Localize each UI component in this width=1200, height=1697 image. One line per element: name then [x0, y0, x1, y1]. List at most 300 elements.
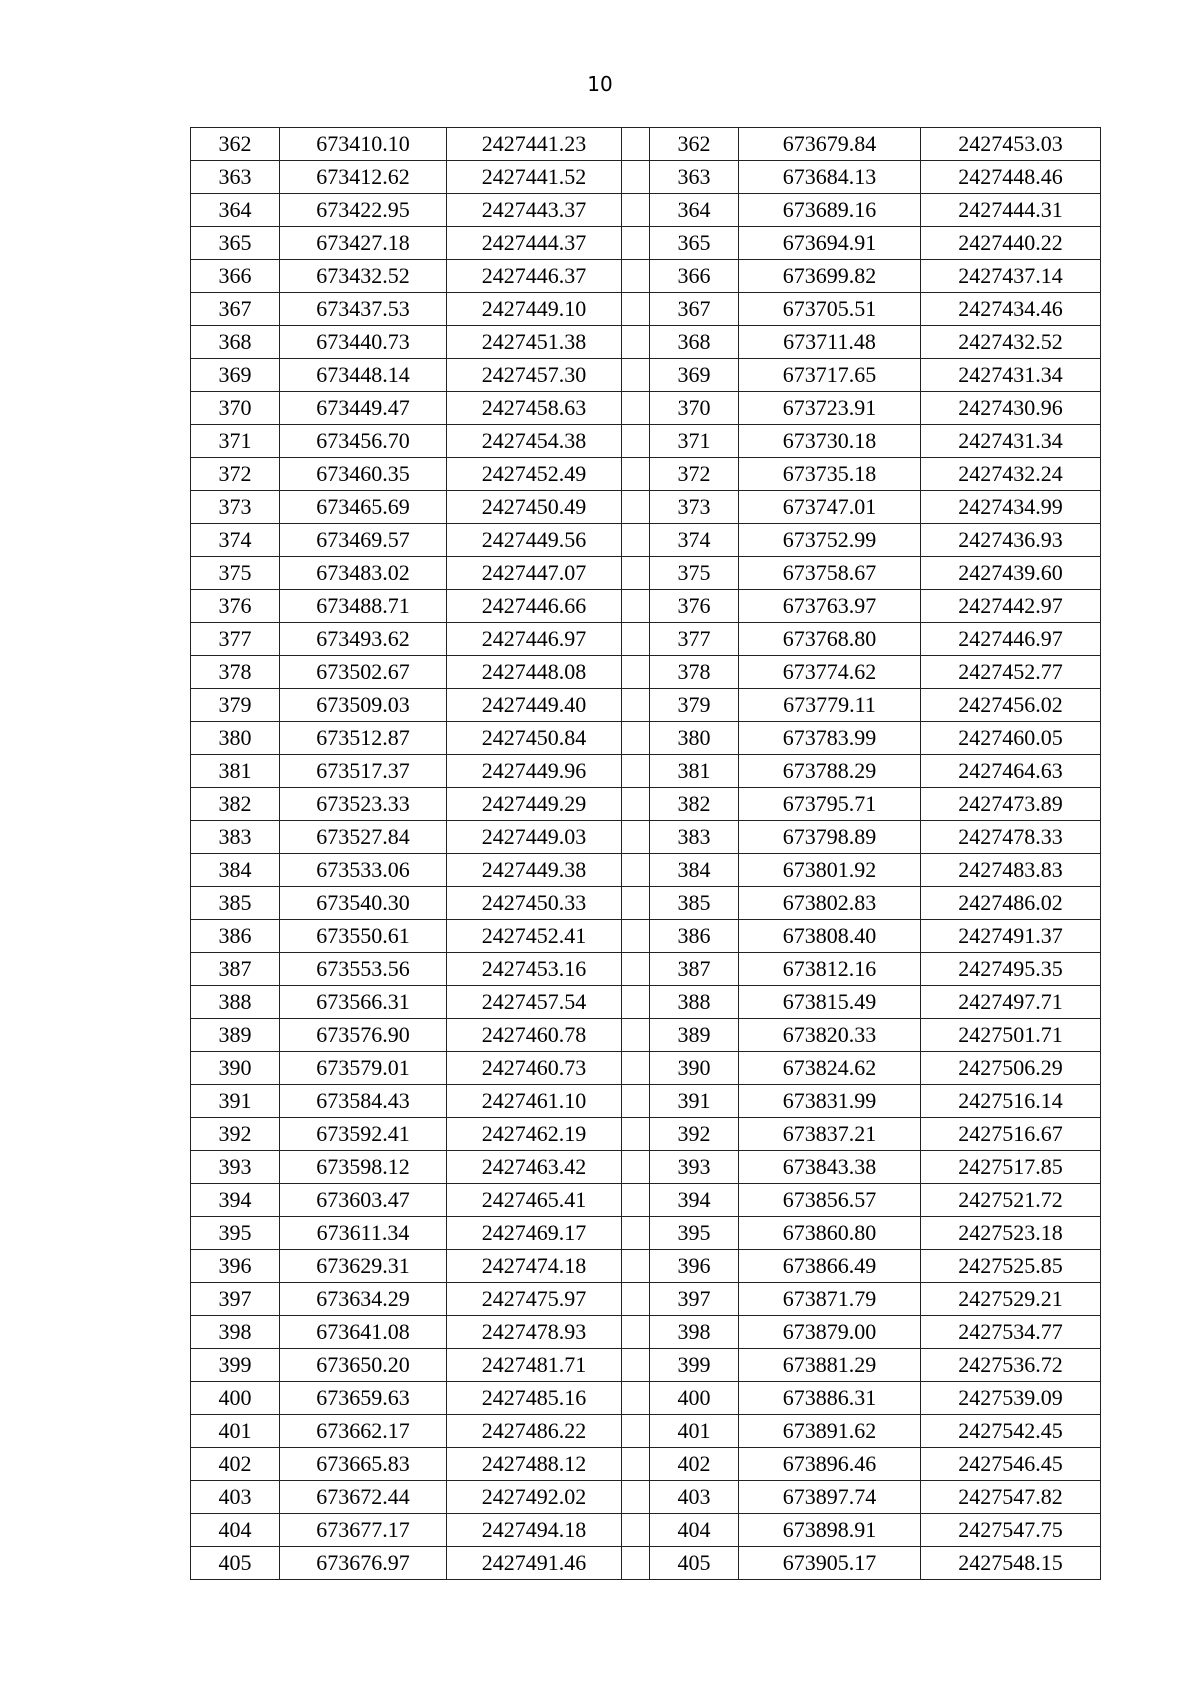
spacer-cell [622, 1019, 650, 1052]
table-row [191, 425, 1101, 458]
spacer-cell [622, 1085, 650, 1118]
left-x-coordinate: 673440.73 [280, 326, 447, 359]
left-y-coordinate: 2427449.29 [447, 788, 622, 821]
right-y-coordinate: 2427491.37 [921, 920, 1101, 953]
spacer-cell [622, 1151, 650, 1184]
spacer-cell [622, 590, 650, 623]
spacer-cell [622, 326, 650, 359]
right-point-number: 393 [650, 1151, 739, 1184]
right-y-coordinate: 2427534.77 [921, 1316, 1101, 1349]
left-x-coordinate: 673629.31 [280, 1250, 447, 1283]
right-x-coordinate: 673788.29 [739, 755, 921, 788]
right-y-coordinate: 2427525.85 [921, 1250, 1101, 1283]
table-row [191, 227, 1101, 260]
left-point-number: 397 [191, 1283, 280, 1316]
spacer-cell [622, 161, 650, 194]
right-y-coordinate: 2427516.14 [921, 1085, 1101, 1118]
right-y-coordinate: 2427516.67 [921, 1118, 1101, 1151]
left-x-coordinate: 673422.95 [280, 194, 447, 227]
left-point-number: 365 [191, 227, 280, 260]
table-row [191, 1052, 1101, 1085]
right-y-coordinate: 2427442.97 [921, 590, 1101, 623]
right-x-coordinate: 673831.99 [739, 1085, 921, 1118]
left-y-coordinate: 2427469.17 [447, 1217, 622, 1250]
right-y-coordinate: 2427446.97 [921, 623, 1101, 656]
right-point-number: 387 [650, 953, 739, 986]
spacer-cell [622, 524, 650, 557]
left-point-number: 387 [191, 953, 280, 986]
right-x-coordinate: 673763.97 [739, 590, 921, 623]
right-point-number: 397 [650, 1283, 739, 1316]
right-y-coordinate: 2427497.71 [921, 986, 1101, 1019]
left-x-coordinate: 673650.20 [280, 1349, 447, 1382]
table-row [191, 1415, 1101, 1448]
table-row [191, 722, 1101, 755]
left-x-coordinate: 673523.33 [280, 788, 447, 821]
right-y-coordinate: 2427456.02 [921, 689, 1101, 722]
right-x-coordinate: 673779.11 [739, 689, 921, 722]
right-x-coordinate: 673801.92 [739, 854, 921, 887]
table-row [191, 1085, 1101, 1118]
left-x-coordinate: 673550.61 [280, 920, 447, 953]
left-y-coordinate: 2427461.10 [447, 1085, 622, 1118]
right-point-number: 392 [650, 1118, 739, 1151]
spacer-cell [622, 986, 650, 1019]
spacer-cell [622, 392, 650, 425]
right-x-coordinate: 673747.01 [739, 491, 921, 524]
left-y-coordinate: 2427460.73 [447, 1052, 622, 1085]
left-point-number: 402 [191, 1448, 280, 1481]
left-x-coordinate: 673517.37 [280, 755, 447, 788]
right-y-coordinate: 2427431.34 [921, 359, 1101, 392]
table-row [191, 1217, 1101, 1250]
left-y-coordinate: 2427465.41 [447, 1184, 622, 1217]
right-point-number: 377 [650, 623, 739, 656]
right-x-coordinate: 673684.13 [739, 161, 921, 194]
table-row [191, 1349, 1101, 1382]
left-y-coordinate: 2427452.49 [447, 458, 622, 491]
right-point-number: 368 [650, 326, 739, 359]
right-y-coordinate: 2427430.96 [921, 392, 1101, 425]
right-point-number: 396 [650, 1250, 739, 1283]
left-point-number: 404 [191, 1514, 280, 1547]
left-y-coordinate: 2427452.41 [447, 920, 622, 953]
table-row [191, 920, 1101, 953]
left-x-coordinate: 673412.62 [280, 161, 447, 194]
right-x-coordinate: 673879.00 [739, 1316, 921, 1349]
right-point-number: 376 [650, 590, 739, 623]
right-x-coordinate: 673798.89 [739, 821, 921, 854]
spacer-cell [622, 953, 650, 986]
page-number: 10 [587, 72, 613, 96]
right-x-coordinate: 673723.91 [739, 392, 921, 425]
right-y-coordinate: 2427478.33 [921, 821, 1101, 854]
table-row [191, 590, 1101, 623]
right-point-number: 379 [650, 689, 739, 722]
coordinates-table-body [191, 128, 1101, 1580]
spacer-cell [622, 755, 650, 788]
left-x-coordinate: 673460.35 [280, 458, 447, 491]
right-point-number: 374 [650, 524, 739, 557]
right-point-number: 372 [650, 458, 739, 491]
table-row [191, 1316, 1101, 1349]
spacer-cell [622, 788, 650, 821]
left-point-number: 366 [191, 260, 280, 293]
right-point-number: 371 [650, 425, 739, 458]
left-y-coordinate: 2427457.54 [447, 986, 622, 1019]
table-row [191, 1118, 1101, 1151]
right-x-coordinate: 673679.84 [739, 128, 921, 161]
left-y-coordinate: 2427481.71 [447, 1349, 622, 1382]
spacer-cell [622, 260, 650, 293]
spacer-cell [622, 293, 650, 326]
left-point-number: 403 [191, 1481, 280, 1514]
left-x-coordinate: 673488.71 [280, 590, 447, 623]
left-x-coordinate: 673641.08 [280, 1316, 447, 1349]
left-x-coordinate: 673611.34 [280, 1217, 447, 1250]
left-y-coordinate: 2427449.40 [447, 689, 622, 722]
table-row [191, 656, 1101, 689]
left-x-coordinate: 673456.70 [280, 425, 447, 458]
right-point-number: 382 [650, 788, 739, 821]
spacer-cell [622, 689, 650, 722]
left-y-coordinate: 2427488.12 [447, 1448, 622, 1481]
left-y-coordinate: 2427462.19 [447, 1118, 622, 1151]
left-y-coordinate: 2427441.52 [447, 161, 622, 194]
right-point-number: 369 [650, 359, 739, 392]
table-row [191, 623, 1101, 656]
right-y-coordinate: 2427453.03 [921, 128, 1101, 161]
left-y-coordinate: 2427460.78 [447, 1019, 622, 1052]
left-y-coordinate: 2427450.49 [447, 491, 622, 524]
left-x-coordinate: 673665.83 [280, 1448, 447, 1481]
left-x-coordinate: 673432.52 [280, 260, 447, 293]
table-row [191, 986, 1101, 1019]
left-point-number: 401 [191, 1415, 280, 1448]
left-x-coordinate: 673592.41 [280, 1118, 447, 1151]
spacer-cell [622, 656, 650, 689]
spacer-cell [622, 1514, 650, 1547]
spacer-cell [622, 227, 650, 260]
left-y-coordinate: 2427447.07 [447, 557, 622, 590]
left-x-coordinate: 673579.01 [280, 1052, 447, 1085]
right-y-coordinate: 2427434.46 [921, 293, 1101, 326]
left-x-coordinate: 673483.02 [280, 557, 447, 590]
right-point-number: 373 [650, 491, 739, 524]
left-y-coordinate: 2427449.96 [447, 755, 622, 788]
table-row [191, 1250, 1101, 1283]
right-x-coordinate: 673730.18 [739, 425, 921, 458]
table-row [191, 161, 1101, 194]
right-y-coordinate: 2427501.71 [921, 1019, 1101, 1052]
spacer-cell [622, 359, 650, 392]
right-y-coordinate: 2427483.83 [921, 854, 1101, 887]
spacer-cell [622, 557, 650, 590]
spacer-cell [622, 722, 650, 755]
left-y-coordinate: 2427441.23 [447, 128, 622, 161]
right-y-coordinate: 2427529.21 [921, 1283, 1101, 1316]
right-y-coordinate: 2427460.05 [921, 722, 1101, 755]
right-x-coordinate: 673808.40 [739, 920, 921, 953]
right-x-coordinate: 673824.62 [739, 1052, 921, 1085]
table-row [191, 458, 1101, 491]
left-y-coordinate: 2427443.37 [447, 194, 622, 227]
left-y-coordinate: 2427485.16 [447, 1382, 622, 1415]
table-row [191, 1019, 1101, 1052]
spacer-cell [622, 1448, 650, 1481]
table-row [191, 788, 1101, 821]
right-x-coordinate: 673905.17 [739, 1547, 921, 1580]
table-row [191, 953, 1101, 986]
spacer-cell [622, 1184, 650, 1217]
table-row [191, 524, 1101, 557]
right-point-number: 385 [650, 887, 739, 920]
right-x-coordinate: 673717.65 [739, 359, 921, 392]
left-y-coordinate: 2427449.03 [447, 821, 622, 854]
right-y-coordinate: 2427444.31 [921, 194, 1101, 227]
left-point-number: 393 [191, 1151, 280, 1184]
left-x-coordinate: 673509.03 [280, 689, 447, 722]
spacer-cell [622, 821, 650, 854]
left-x-coordinate: 673634.29 [280, 1283, 447, 1316]
left-x-coordinate: 673502.67 [280, 656, 447, 689]
right-y-coordinate: 2427437.14 [921, 260, 1101, 293]
right-x-coordinate: 673802.83 [739, 887, 921, 920]
left-y-coordinate: 2427446.37 [447, 260, 622, 293]
left-point-number: 391 [191, 1085, 280, 1118]
left-y-coordinate: 2427478.93 [447, 1316, 622, 1349]
right-y-coordinate: 2427448.46 [921, 161, 1101, 194]
left-x-coordinate: 673598.12 [280, 1151, 447, 1184]
left-point-number: 405 [191, 1547, 280, 1580]
right-x-coordinate: 673795.71 [739, 788, 921, 821]
left-x-coordinate: 673527.84 [280, 821, 447, 854]
left-point-number: 398 [191, 1316, 280, 1349]
table-row [191, 1283, 1101, 1316]
right-x-coordinate: 673705.51 [739, 293, 921, 326]
left-x-coordinate: 673410.10 [280, 128, 447, 161]
right-point-number: 390 [650, 1052, 739, 1085]
right-y-coordinate: 2427432.24 [921, 458, 1101, 491]
spacer-cell [622, 920, 650, 953]
right-y-coordinate: 2427452.77 [921, 656, 1101, 689]
right-x-coordinate: 673774.62 [739, 656, 921, 689]
right-y-coordinate: 2427546.45 [921, 1448, 1101, 1481]
left-y-coordinate: 2427475.97 [447, 1283, 622, 1316]
table-row [191, 821, 1101, 854]
right-x-coordinate: 673860.80 [739, 1217, 921, 1250]
right-x-coordinate: 673856.57 [739, 1184, 921, 1217]
left-point-number: 396 [191, 1250, 280, 1283]
left-y-coordinate: 2427449.10 [447, 293, 622, 326]
table-row [191, 755, 1101, 788]
right-y-coordinate: 2427536.72 [921, 1349, 1101, 1382]
left-x-coordinate: 673603.47 [280, 1184, 447, 1217]
left-x-coordinate: 673540.30 [280, 887, 447, 920]
right-point-number: 388 [650, 986, 739, 1019]
left-point-number: 389 [191, 1019, 280, 1052]
right-x-coordinate: 673871.79 [739, 1283, 921, 1316]
right-x-coordinate: 673866.49 [739, 1250, 921, 1283]
right-y-coordinate: 2427436.93 [921, 524, 1101, 557]
right-y-coordinate: 2427523.18 [921, 1217, 1101, 1250]
right-point-number: 401 [650, 1415, 739, 1448]
table-row [191, 1514, 1101, 1547]
left-point-number: 400 [191, 1382, 280, 1415]
left-y-coordinate: 2427458.63 [447, 392, 622, 425]
right-y-coordinate: 2427439.60 [921, 557, 1101, 590]
right-point-number: 394 [650, 1184, 739, 1217]
right-y-coordinate: 2427548.15 [921, 1547, 1101, 1580]
left-x-coordinate: 673566.31 [280, 986, 447, 1019]
right-x-coordinate: 673881.29 [739, 1349, 921, 1382]
left-y-coordinate: 2427486.22 [447, 1415, 622, 1448]
table-row [191, 1184, 1101, 1217]
table-row [191, 854, 1101, 887]
table-row [191, 1382, 1101, 1415]
spacer-cell [622, 1283, 650, 1316]
right-y-coordinate: 2427434.99 [921, 491, 1101, 524]
left-y-coordinate: 2427491.46 [447, 1547, 622, 1580]
left-point-number: 384 [191, 854, 280, 887]
left-y-coordinate: 2427457.30 [447, 359, 622, 392]
right-point-number: 362 [650, 128, 739, 161]
left-point-number: 399 [191, 1349, 280, 1382]
left-y-coordinate: 2427444.37 [447, 227, 622, 260]
right-x-coordinate: 673812.16 [739, 953, 921, 986]
right-x-coordinate: 673689.16 [739, 194, 921, 227]
left-y-coordinate: 2427449.38 [447, 854, 622, 887]
left-x-coordinate: 673676.97 [280, 1547, 447, 1580]
right-y-coordinate: 2427486.02 [921, 887, 1101, 920]
table-row [191, 491, 1101, 524]
right-point-number: 386 [650, 920, 739, 953]
left-x-coordinate: 673469.57 [280, 524, 447, 557]
right-point-number: 384 [650, 854, 739, 887]
right-point-number: 370 [650, 392, 739, 425]
right-point-number: 389 [650, 1019, 739, 1052]
spacer-cell [622, 1217, 650, 1250]
spacer-cell [622, 887, 650, 920]
left-point-number: 395 [191, 1217, 280, 1250]
left-y-coordinate: 2427451.38 [447, 326, 622, 359]
left-point-number: 367 [191, 293, 280, 326]
table-row [191, 194, 1101, 227]
left-y-coordinate: 2427450.33 [447, 887, 622, 920]
right-y-coordinate: 2427440.22 [921, 227, 1101, 260]
right-point-number: 395 [650, 1217, 739, 1250]
left-point-number: 390 [191, 1052, 280, 1085]
spacer-cell [622, 425, 650, 458]
spacer-cell [622, 1547, 650, 1580]
left-x-coordinate: 673677.17 [280, 1514, 447, 1547]
right-x-coordinate: 673752.99 [739, 524, 921, 557]
left-x-coordinate: 673437.53 [280, 293, 447, 326]
spacer-cell [622, 194, 650, 227]
right-point-number: 381 [650, 755, 739, 788]
spacer-cell [622, 1349, 650, 1382]
right-point-number: 365 [650, 227, 739, 260]
left-point-number: 377 [191, 623, 280, 656]
left-x-coordinate: 673533.06 [280, 854, 447, 887]
right-x-coordinate: 673891.62 [739, 1415, 921, 1448]
left-x-coordinate: 673448.14 [280, 359, 447, 392]
spacer-cell [622, 1481, 650, 1514]
left-y-coordinate: 2427494.18 [447, 1514, 622, 1547]
right-x-coordinate: 673843.38 [739, 1151, 921, 1184]
left-point-number: 394 [191, 1184, 280, 1217]
right-x-coordinate: 673815.49 [739, 986, 921, 1019]
table-row [191, 293, 1101, 326]
left-y-coordinate: 2427463.42 [447, 1151, 622, 1184]
right-point-number: 398 [650, 1316, 739, 1349]
table-row [191, 128, 1101, 161]
table-row [191, 1448, 1101, 1481]
spacer-cell [622, 1118, 650, 1151]
right-x-coordinate: 673837.21 [739, 1118, 921, 1151]
spacer-cell [622, 128, 650, 161]
left-point-number: 386 [191, 920, 280, 953]
left-y-coordinate: 2427446.97 [447, 623, 622, 656]
spacer-cell [622, 1316, 650, 1349]
right-x-coordinate: 673783.99 [739, 722, 921, 755]
left-point-number: 376 [191, 590, 280, 623]
right-point-number: 375 [650, 557, 739, 590]
right-point-number: 405 [650, 1547, 739, 1580]
left-point-number: 382 [191, 788, 280, 821]
table-row [191, 689, 1101, 722]
left-y-coordinate: 2427446.66 [447, 590, 622, 623]
left-point-number: 369 [191, 359, 280, 392]
right-y-coordinate: 2427521.72 [921, 1184, 1101, 1217]
right-y-coordinate: 2427547.82 [921, 1481, 1101, 1514]
left-x-coordinate: 673584.43 [280, 1085, 447, 1118]
right-x-coordinate: 673758.67 [739, 557, 921, 590]
spacer-cell [622, 458, 650, 491]
right-point-number: 404 [650, 1514, 739, 1547]
table-row [191, 392, 1101, 425]
right-point-number: 367 [650, 293, 739, 326]
left-point-number: 385 [191, 887, 280, 920]
right-x-coordinate: 673897.74 [739, 1481, 921, 1514]
left-point-number: 363 [191, 161, 280, 194]
table-row [191, 887, 1101, 920]
left-point-number: 388 [191, 986, 280, 1019]
left-point-number: 362 [191, 128, 280, 161]
left-x-coordinate: 673449.47 [280, 392, 447, 425]
spacer-cell [622, 854, 650, 887]
left-point-number: 373 [191, 491, 280, 524]
left-x-coordinate: 673427.18 [280, 227, 447, 260]
left-y-coordinate: 2427449.56 [447, 524, 622, 557]
right-y-coordinate: 2427431.34 [921, 425, 1101, 458]
table-row [191, 1547, 1101, 1580]
right-point-number: 363 [650, 161, 739, 194]
left-point-number: 375 [191, 557, 280, 590]
right-point-number: 364 [650, 194, 739, 227]
left-y-coordinate: 2427474.18 [447, 1250, 622, 1283]
left-x-coordinate: 673659.63 [280, 1382, 447, 1415]
left-point-number: 364 [191, 194, 280, 227]
spacer-cell [622, 1250, 650, 1283]
left-point-number: 379 [191, 689, 280, 722]
left-point-number: 374 [191, 524, 280, 557]
right-point-number: 403 [650, 1481, 739, 1514]
right-point-number: 399 [650, 1349, 739, 1382]
right-y-coordinate: 2427542.45 [921, 1415, 1101, 1448]
right-point-number: 366 [650, 260, 739, 293]
right-y-coordinate: 2427473.89 [921, 788, 1101, 821]
